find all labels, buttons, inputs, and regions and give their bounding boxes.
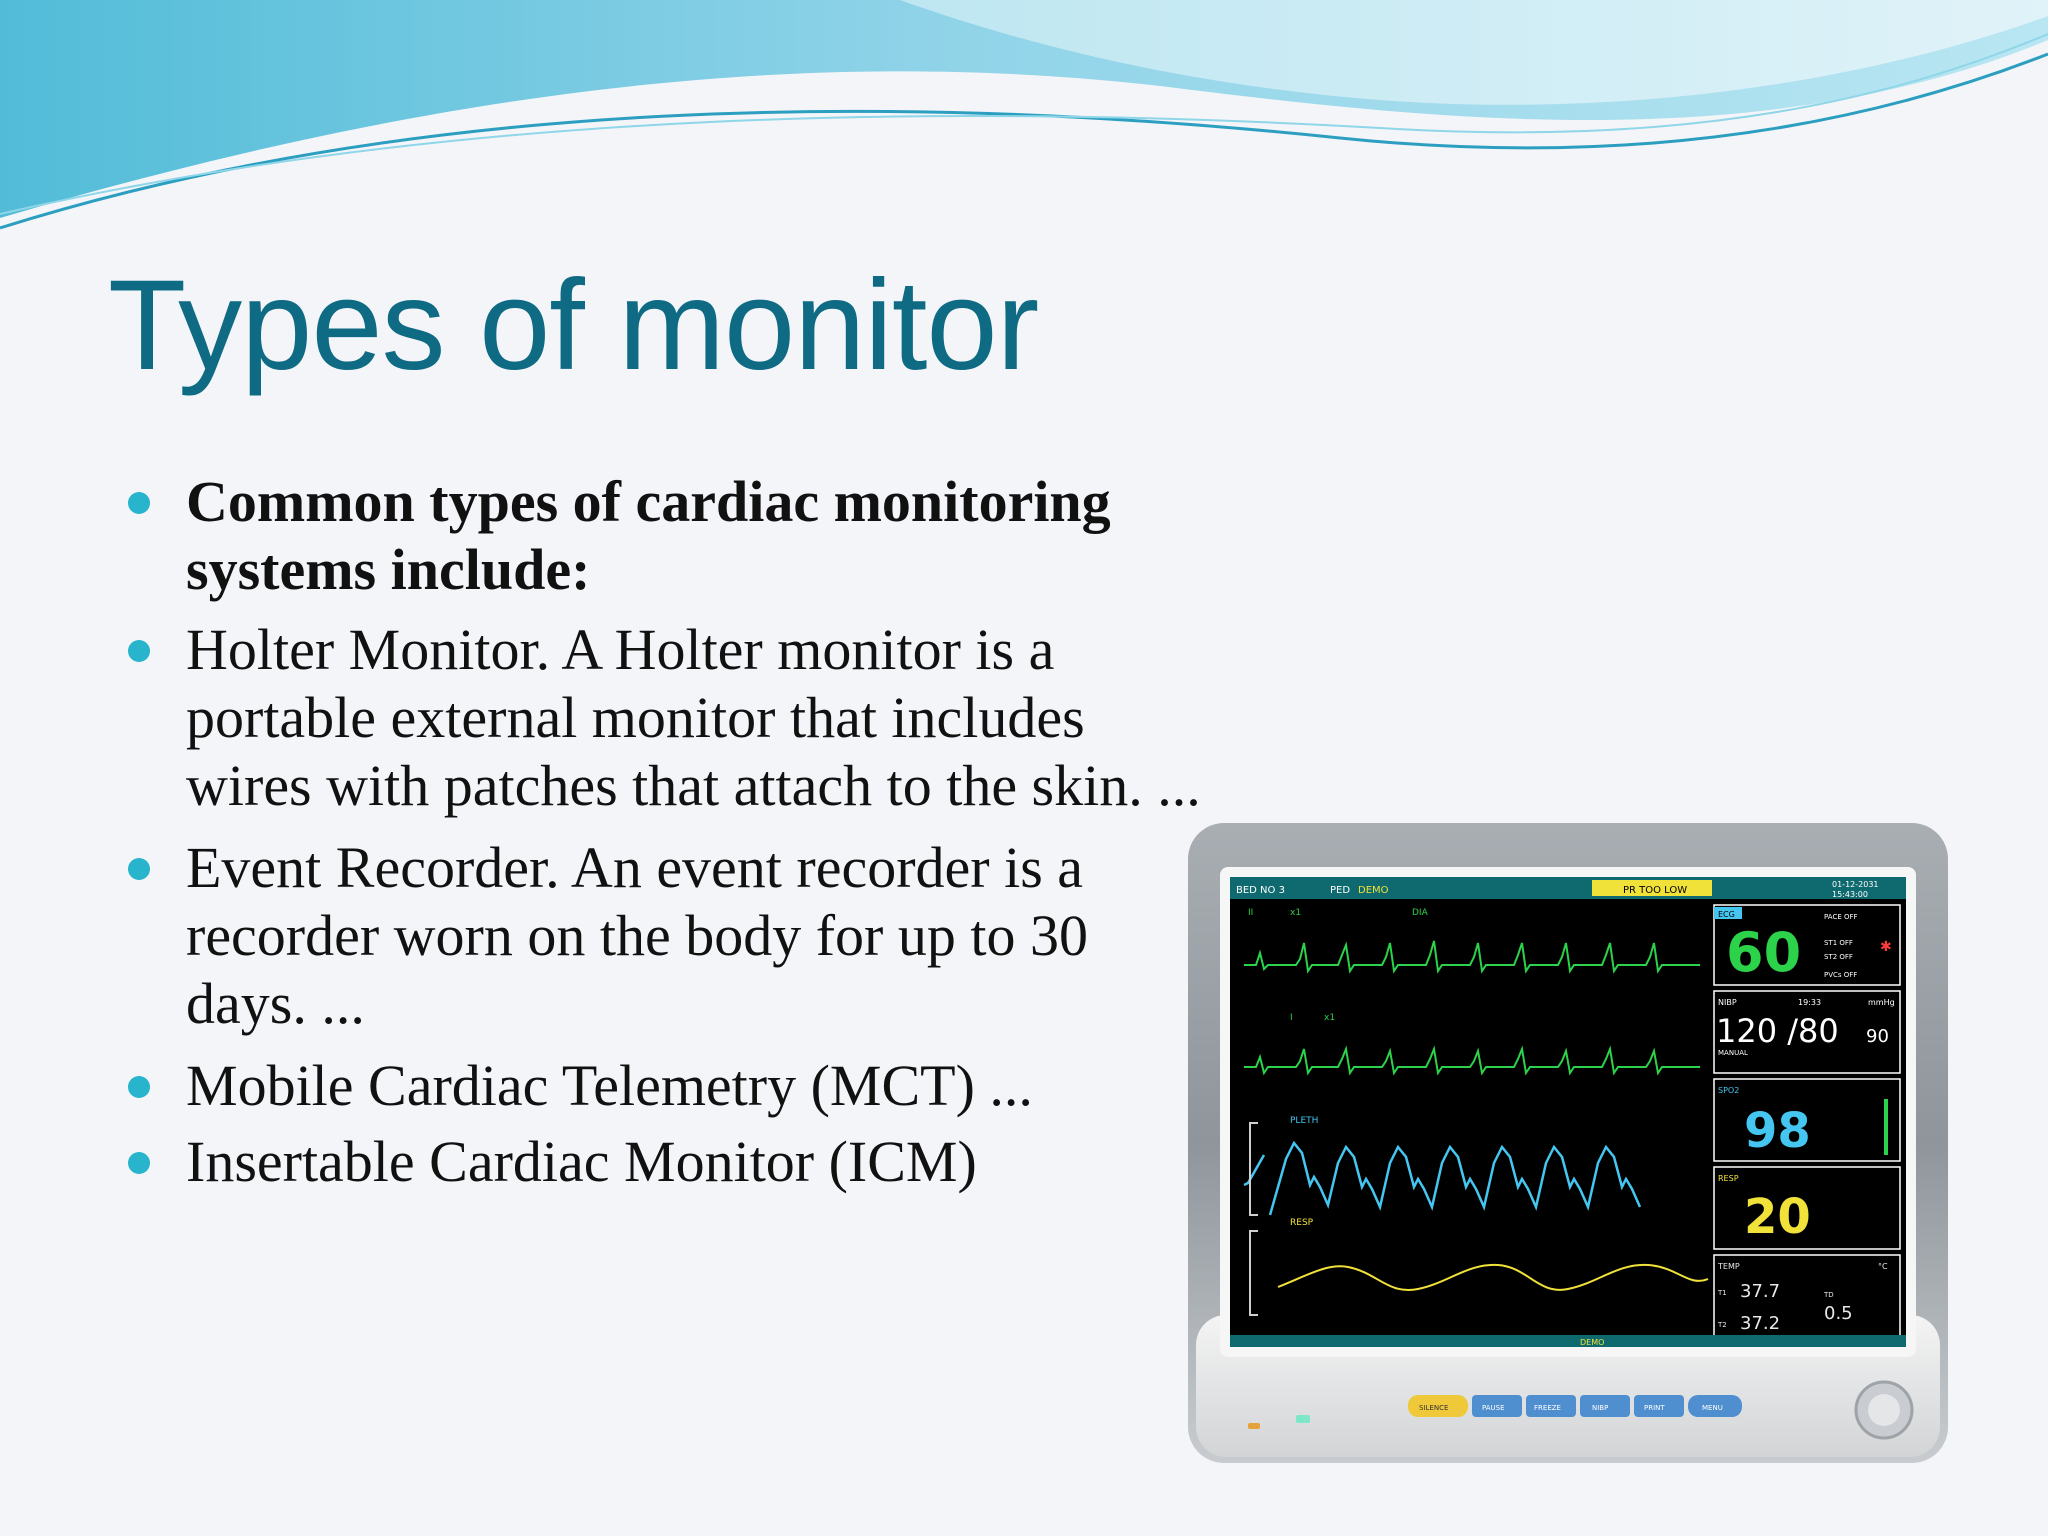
- bullet-item-holter: [124, 616, 1204, 820]
- bullet-text: Common types of cardiac monitoring systems include:: [186, 469, 1111, 602]
- ecg-pvcs-status: PVCs OFF: [1824, 971, 1858, 979]
- temp-td-label: TD: [1824, 1291, 1834, 1299]
- temp-t1-label: T1: [1718, 1289, 1727, 1297]
- monitor-alarm-text: PR TOO LOW: [1623, 885, 1688, 896]
- header-wave-decoration: [0, 0, 2048, 240]
- bullet-item-mct: [124, 1052, 1204, 1120]
- temp-td-value: 0.5: [1824, 1303, 1853, 1324]
- bullet-text: Holter Monitor. A Holter monitor is a portable external monitor that includes wires with patches that attach to the skin. ...: [186, 617, 1201, 818]
- bullet-text: Mobile Cardiac Telemetry (MCT) ...: [186, 1053, 1033, 1118]
- resp-param-label: RESP: [1718, 1174, 1739, 1183]
- nibp-unit: mmHg: [1868, 998, 1895, 1007]
- nibp-value: 120 /80: [1716, 1012, 1839, 1050]
- monitor-demo-label: DEMO: [1358, 885, 1389, 896]
- ecg-st2-status: ST2 OFF: [1824, 953, 1853, 961]
- wave-label-resp: RESP: [1290, 1218, 1314, 1228]
- bullet-item-event-recorder: [124, 834, 1204, 1038]
- temp-t2-value: 37.2: [1740, 1313, 1781, 1334]
- bullet-dot-icon: [128, 858, 150, 880]
- bullet-list: [124, 468, 1204, 1210]
- bullet-dot-icon: [128, 492, 150, 514]
- bullet-item-intro: [124, 468, 1204, 604]
- resp-value: 20: [1744, 1189, 1811, 1245]
- bullet-dot-icon: [128, 640, 150, 662]
- monitor-date: 01-12-2031: [1832, 880, 1879, 889]
- ecg-pace-status: PACE OFF: [1824, 913, 1858, 921]
- bullet-text: Insertable Cardiac Monitor (ICM): [186, 1129, 977, 1194]
- bullet-dot-icon: [128, 1076, 150, 1098]
- power-indicator-icon: [1296, 1415, 1310, 1423]
- freeze-button-label: FREEZE: [1534, 1404, 1561, 1412]
- temp-param-label: TEMP: [1718, 1262, 1740, 1271]
- nibp-time: 19:33: [1798, 998, 1822, 1007]
- patient-monitor-illustration: [1178, 755, 1960, 1485]
- bullet-item-icm: [124, 1128, 1204, 1196]
- ecg-st1-status: ST1 OFF: [1824, 939, 1853, 947]
- slide-title: Types of monitor: [108, 254, 1039, 397]
- nibp-button-label: NIBP: [1592, 1404, 1609, 1412]
- menu-button-label: MENU: [1702, 1404, 1723, 1412]
- heart-rate-value: 60: [1726, 921, 1802, 984]
- temp-unit: °C: [1878, 1262, 1888, 1271]
- wave-label-i: I: [1290, 1013, 1293, 1023]
- temp-t2-label: T2: [1718, 1321, 1727, 1329]
- nibp-mode: MANUAL: [1718, 1049, 1748, 1057]
- monitor-time: 15:43:00: [1832, 890, 1868, 899]
- monitor-bed-label: BED NO 3: [1236, 885, 1285, 896]
- spo2-param-label: SPO2: [1718, 1086, 1740, 1095]
- ecg-param-label: ECG: [1718, 910, 1735, 919]
- print-button-label: PRINT: [1644, 1404, 1665, 1412]
- spo2-value: 98: [1744, 1103, 1811, 1159]
- nibp-mean: 90: [1866, 1026, 1889, 1047]
- wave-label-gain2: x1: [1324, 1013, 1336, 1023]
- wave-label-gain: x1: [1290, 908, 1302, 918]
- monitor-mode-label: PED: [1330, 885, 1351, 896]
- nibp-param-label: NIBP: [1718, 998, 1737, 1007]
- pause-button-label: PAUSE: [1482, 1404, 1505, 1412]
- alarm-off-icon: ✱: [1880, 939, 1892, 955]
- wave-label-dia: DIA: [1412, 908, 1428, 918]
- temp-t1-value: 37.7: [1740, 1281, 1781, 1302]
- bullet-dot-icon: [128, 1152, 150, 1174]
- silence-button-label: SILENCE: [1419, 1404, 1449, 1412]
- wave-label-pleth: PLETH: [1290, 1116, 1319, 1126]
- wave-label-ii: II: [1248, 908, 1254, 918]
- bullet-text: Event Recorder. An event recorder is a recorder worn on the body for up to 30 days. ...: [186, 835, 1088, 1036]
- monitor-footer-demo: DEMO: [1580, 1338, 1605, 1347]
- patient-monitor-image: [1178, 755, 1960, 1485]
